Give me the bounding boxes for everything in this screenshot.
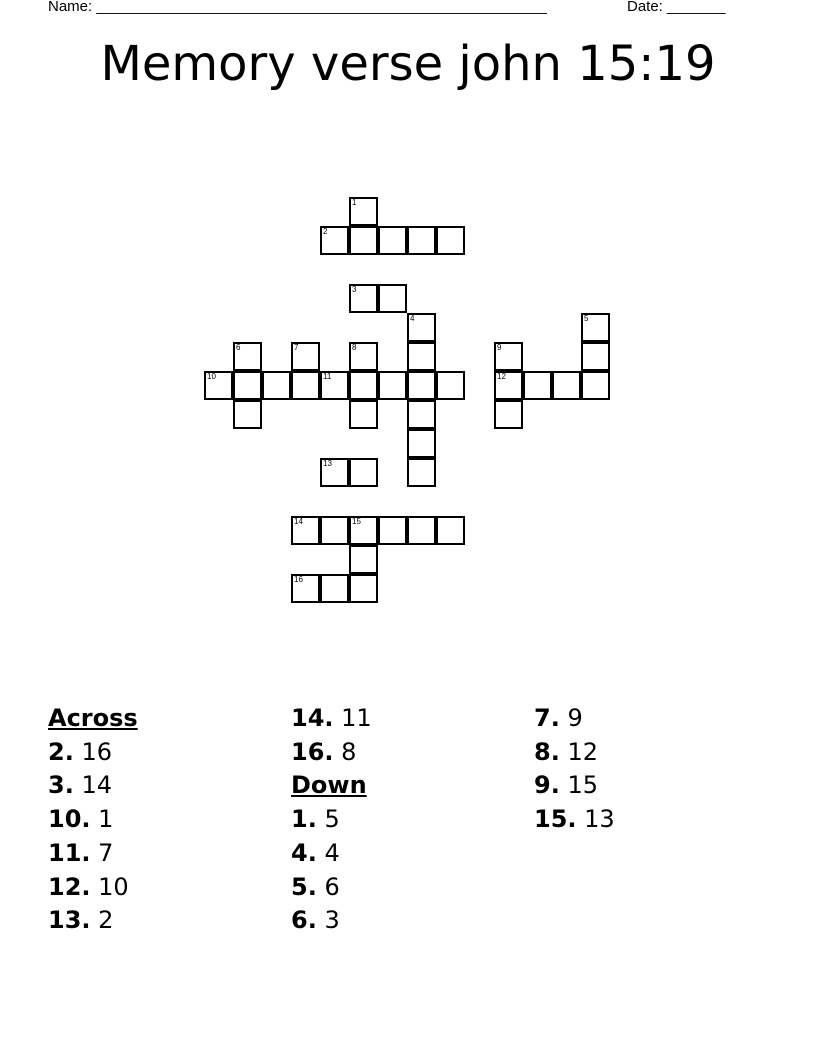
grid-cell[interactable] (436, 226, 465, 255)
grid-cell[interactable] (378, 371, 407, 400)
clue-item-number: 8. (534, 737, 560, 766)
clue-number: 10 (207, 372, 216, 381)
date-field-label: Date: _______ (627, 0, 726, 15)
clue-item-text: 8 (341, 737, 357, 766)
grid-cell[interactable] (320, 574, 349, 603)
clue-item (291, 736, 372, 770)
grid-cell[interactable] (320, 458, 349, 487)
clue-number: 1 (352, 198, 357, 207)
clue-item (48, 904, 138, 938)
grid-cell[interactable] (291, 516, 320, 545)
grid-cell[interactable] (262, 371, 291, 400)
clue-item-number: 3. (48, 771, 74, 800)
grid-cell[interactable] (349, 458, 378, 487)
clue-number: 9 (497, 343, 502, 352)
clue-item-number: 13. (48, 906, 91, 935)
grid-cell[interactable] (581, 313, 610, 342)
clue-number: 6 (236, 343, 241, 352)
grid-cell[interactable] (407, 516, 436, 545)
clue-item (48, 736, 138, 770)
grid-cell[interactable] (407, 313, 436, 342)
grid-cell[interactable] (581, 342, 610, 371)
clue-item (291, 904, 372, 938)
grid-cell[interactable] (320, 226, 349, 255)
clue-item-text: 2 (98, 906, 114, 935)
clue-item-text: 16 (81, 737, 113, 766)
grid-cell[interactable] (378, 516, 407, 545)
grid-cell[interactable] (407, 400, 436, 429)
grid-cell[interactable] (233, 371, 262, 400)
grid-cell[interactable] (494, 342, 523, 371)
grid-cell[interactable] (349, 574, 378, 603)
clue-item-text: 3 (324, 906, 340, 935)
clue-item-text: 10 (98, 872, 129, 901)
clue-number: 3 (352, 285, 357, 294)
name-field-label: Name: ______________________________________________________ (48, 0, 547, 15)
grid-cell[interactable] (349, 226, 378, 255)
grid-cell[interactable] (407, 371, 436, 400)
clue-item (48, 769, 138, 803)
clue-item-text: 15 (567, 771, 599, 800)
clue-number: 15 (352, 517, 361, 526)
clue-item-number: 12. (48, 872, 91, 901)
clue-item (291, 871, 372, 905)
clue-item (48, 803, 138, 837)
clue-column-3 (534, 702, 615, 837)
grid-cell[interactable] (233, 342, 262, 371)
clue-item-text: 4 (324, 838, 340, 867)
clue-item-number: 6. (291, 906, 317, 935)
clue-item (534, 702, 615, 736)
grid-cell[interactable] (581, 371, 610, 400)
clue-item-text: 11 (341, 704, 372, 732)
clue-item-text: 12 (567, 737, 599, 766)
clue-item-text: 1 (98, 805, 114, 834)
grid-cell[interactable] (436, 516, 465, 545)
clue-item-text: 9 (567, 704, 583, 732)
clue-item-number: 11. (48, 838, 91, 867)
grid-cell[interactable] (291, 342, 320, 371)
grid-cell[interactable] (378, 284, 407, 313)
grid-cell[interactable] (552, 371, 581, 400)
grid-cell[interactable] (523, 371, 552, 400)
grid-cell[interactable] (320, 516, 349, 545)
clue-item-number: 9. (534, 771, 560, 800)
clue-number: 11 (323, 372, 332, 381)
grid-cell[interactable] (494, 371, 523, 400)
clue-item (534, 803, 615, 837)
clue-item-number: 10. (48, 805, 91, 834)
grid-cell[interactable] (407, 458, 436, 487)
clue-item (291, 702, 372, 736)
grid-cell[interactable] (233, 400, 262, 429)
clue-item-text: 13 (584, 805, 615, 834)
clue-heading: Across (48, 704, 138, 732)
clue-column-1 (48, 702, 138, 938)
clue-item-text: 14 (81, 771, 113, 800)
clue-item-number: 15. (534, 805, 577, 834)
clue-number: 13 (323, 459, 332, 468)
grid-cell[interactable] (378, 226, 407, 255)
grid-cell[interactable] (204, 371, 233, 400)
clue-item (534, 769, 615, 803)
grid-cell[interactable] (291, 371, 320, 400)
clue-number: 2 (323, 227, 328, 236)
clue-item-text: 6 (324, 872, 340, 901)
grid-cell[interactable] (320, 371, 349, 400)
clue-number: 8 (352, 343, 357, 352)
page-title: Memory verse john 15:19 (100, 36, 716, 92)
clue-item-number: 4. (291, 838, 317, 867)
clue-number: 12 (497, 372, 506, 381)
clue-column-2 (291, 702, 372, 938)
grid-cell[interactable] (407, 342, 436, 371)
clue-item (48, 871, 138, 905)
clue-item-text: 5 (324, 805, 340, 834)
clue-item-number: 5. (291, 872, 317, 901)
clue-item-number: 1. (291, 805, 317, 834)
grid-cell[interactable] (291, 574, 320, 603)
clue-number: 16 (294, 575, 303, 584)
grid-cell[interactable] (494, 400, 523, 429)
grid-cell[interactable] (349, 342, 378, 371)
clue-number: 14 (294, 517, 303, 526)
clue-heading: Down (291, 771, 367, 800)
clue-number: 7 (294, 343, 299, 352)
clue-item-number: 16. (291, 737, 334, 766)
clue-item (48, 837, 138, 871)
clue-item (291, 803, 372, 837)
grid-cell[interactable] (436, 371, 465, 400)
grid-cell[interactable] (349, 400, 378, 429)
clue-item-number: 2. (48, 737, 74, 766)
clue-item-text: 7 (98, 838, 114, 867)
clue-item (534, 736, 615, 770)
grid-cell[interactable] (349, 284, 378, 313)
clue-item (291, 837, 372, 871)
grid-cell[interactable] (349, 545, 378, 574)
grid-cell[interactable] (349, 516, 378, 545)
clue-number: 4 (410, 314, 415, 323)
grid-cell[interactable] (407, 429, 436, 458)
clue-number: 5 (584, 314, 589, 323)
grid-cell[interactable] (407, 226, 436, 255)
grid-cell[interactable] (349, 371, 378, 400)
clue-item-number: 14. (291, 704, 334, 732)
grid-cell[interactable] (349, 197, 378, 226)
clue-item-number: 7. (534, 704, 560, 732)
